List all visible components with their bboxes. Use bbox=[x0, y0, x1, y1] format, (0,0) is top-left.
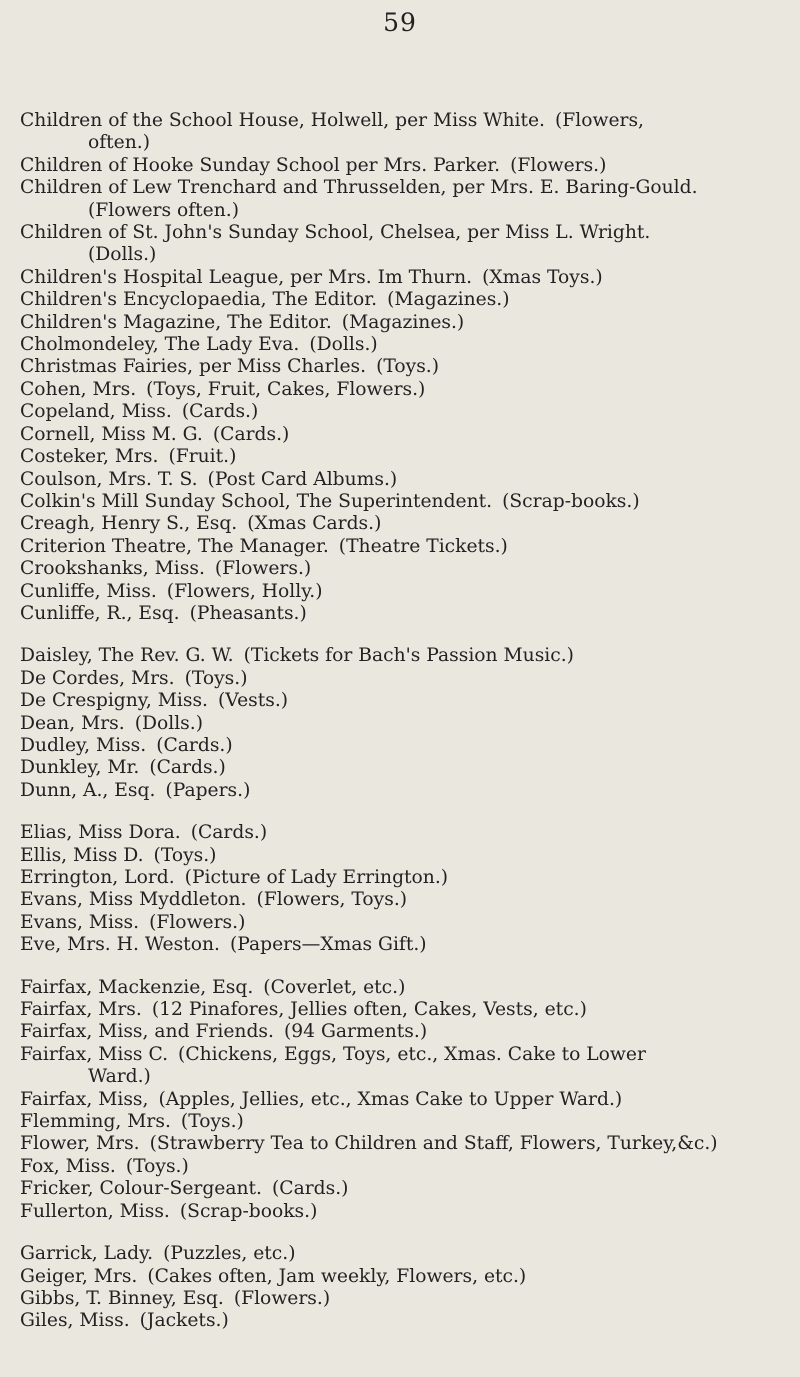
donor-name: Evans, Miss. bbox=[20, 911, 140, 933]
donor-name: Geiger, Mrs. bbox=[20, 1265, 138, 1287]
donor-name: Fox, Miss. bbox=[20, 1155, 116, 1177]
donation-description: (Coverlet, etc.) bbox=[263, 976, 406, 998]
donor-name: Creagh, Henry S., Esq. bbox=[20, 513, 238, 535]
donor-entry bbox=[20, 603, 790, 625]
donation-description: (Flowers.) bbox=[214, 558, 312, 580]
donor-entry bbox=[20, 780, 790, 802]
donor-name: Cunliffe, Miss. bbox=[20, 580, 157, 602]
donation-description: (Toys, Fruit, Cakes, Flowers.) bbox=[146, 378, 426, 400]
donor-entry bbox=[20, 536, 790, 558]
donor-name: Fairfax, Mackenzie, Esq. bbox=[20, 976, 254, 998]
donor-entry bbox=[20, 222, 790, 244]
donor-entry bbox=[20, 1266, 790, 1288]
donor-name: Cornell, Miss M. G. bbox=[20, 423, 203, 445]
donor-entry bbox=[20, 645, 790, 667]
donor-entry bbox=[20, 469, 790, 491]
donation-description: (Puzzles, etc.) bbox=[163, 1243, 296, 1265]
donor-entry-continuation bbox=[20, 132, 790, 154]
donor-name: Gibbs, T. Binney, Esq. bbox=[20, 1287, 224, 1309]
donation-description: (Cards.) bbox=[190, 822, 268, 844]
donor-entry bbox=[20, 312, 790, 334]
donor-entry bbox=[20, 267, 790, 289]
donor-list bbox=[20, 110, 790, 1353]
donor-entry bbox=[20, 155, 790, 177]
donor-entry-continuation bbox=[20, 1066, 790, 1088]
donor-name: Daisley, The Rev. G. W. bbox=[20, 645, 234, 667]
donor-entry bbox=[20, 735, 790, 757]
donor-name: Children's Hospital League, per Mrs. Im Thurn. bbox=[20, 266, 473, 288]
donor-name: Fairfax, Miss, bbox=[20, 1088, 149, 1110]
donor-entry bbox=[20, 1133, 790, 1155]
donation-description: (Dolls.) bbox=[309, 334, 378, 356]
donor-name: Children of Hooke Sunday School per Mrs. Parker. bbox=[20, 154, 501, 176]
donor-entry bbox=[20, 558, 790, 580]
donation-description-continued: often.) bbox=[88, 132, 151, 154]
donor-entry bbox=[20, 757, 790, 779]
donor-entry bbox=[20, 289, 790, 311]
donor-entry bbox=[20, 999, 790, 1021]
donor-name: Dunkley, Mr. bbox=[20, 757, 140, 779]
donor-entry bbox=[20, 867, 790, 889]
donation-description: (Picture of Lady Errington.) bbox=[184, 867, 449, 888]
donor-entry bbox=[20, 110, 790, 132]
donor-entry bbox=[20, 934, 790, 956]
donation-description-continued: Ward.) bbox=[88, 1066, 151, 1088]
donation-description: (Toys.) bbox=[180, 1111, 244, 1133]
donation-description: (Toys.) bbox=[376, 356, 440, 378]
donor-name: Fricker, Colour-Sergeant. bbox=[20, 1178, 262, 1200]
donor-entry bbox=[20, 177, 790, 199]
donor-entry bbox=[20, 1156, 790, 1178]
donor-entry bbox=[20, 446, 790, 468]
donor-entry bbox=[20, 1310, 790, 1332]
donor-name: Cohen, Mrs. bbox=[20, 378, 137, 400]
donor-entry bbox=[20, 379, 790, 401]
donation-description: (Toys.) bbox=[153, 844, 217, 866]
donor-name: Fairfax, Mrs. bbox=[20, 999, 142, 1021]
donation-description: (Scrap-books.) bbox=[502, 490, 640, 512]
donation-description: (Cakes often, Jam weekly, Flowers, etc.) bbox=[147, 1265, 527, 1287]
donor-name: Criterion Theatre, The Manager. bbox=[20, 535, 329, 557]
donor-entry bbox=[20, 491, 790, 513]
donor-group-d bbox=[20, 645, 790, 802]
donor-name: Flemming, Mrs. bbox=[20, 1111, 171, 1133]
donor-name: Eve, Mrs. H. Weston. bbox=[20, 934, 220, 956]
donor-entry-continuation bbox=[20, 200, 790, 222]
donation-description: (Cards.) bbox=[156, 734, 233, 756]
donation-description: (Tickets for Bach's Passion Music.) bbox=[243, 645, 574, 667]
donation-description: (Chickens, Eggs, Toys, etc., Xmas. Cake to Lower bbox=[178, 1043, 646, 1065]
donor-name: Flower, Mrs. bbox=[20, 1133, 140, 1155]
donor-entry bbox=[20, 1178, 790, 1200]
donor-entry bbox=[20, 1111, 790, 1133]
donor-name: Evans, Miss Myddleton. bbox=[20, 889, 247, 911]
donation-description: (Flowers.) bbox=[233, 1287, 331, 1309]
donor-name: Cholmondeley, The Lady Eva. bbox=[20, 334, 300, 356]
donation-description: (Pheasants.) bbox=[189, 602, 307, 624]
donation-description: (Scrap-books.) bbox=[179, 1200, 318, 1222]
donor-entry-continuation bbox=[20, 244, 790, 266]
donor-name: Dudley, Miss. bbox=[20, 734, 147, 756]
donor-name: Fullerton, Miss. bbox=[20, 1200, 170, 1222]
donation-description: (Xmas Cards.) bbox=[247, 513, 382, 535]
donation-description: (Cards.) bbox=[272, 1178, 349, 1200]
donor-name: Errington, Lord. bbox=[20, 867, 175, 888]
donor-entry bbox=[20, 401, 790, 423]
donation-description: (Xmas Toys.) bbox=[482, 266, 603, 288]
donor-name: Children's Magazine, The Editor. bbox=[20, 311, 332, 333]
donation-description: (Post Card Albums.) bbox=[207, 468, 398, 490]
donation-description: (Cards.) bbox=[149, 757, 226, 779]
donor-entry bbox=[20, 356, 790, 378]
donor-name: Children of Lew Trenchard and Thrusselden, per Mrs. E. Baring-Gould. bbox=[20, 177, 698, 199]
donor-entry bbox=[20, 690, 790, 712]
donation-description: (Cards.) bbox=[181, 401, 259, 423]
donor-entry bbox=[20, 424, 790, 446]
donor-name: Colkin's Mill Sunday School, The Superintendent. bbox=[20, 490, 493, 512]
donor-name: Giles, Miss. bbox=[20, 1310, 130, 1332]
donation-description: (Papers—Xmas Gift.) bbox=[229, 934, 427, 956]
donation-description: (Toys.) bbox=[125, 1155, 189, 1177]
donor-name: Elias, Miss Dora. bbox=[20, 822, 181, 844]
donation-description: (Apples, Jellies, etc., Xmas Cake to Upper Ward.) bbox=[158, 1088, 623, 1110]
donor-group-g bbox=[20, 1243, 790, 1333]
donor-name: Crookshanks, Miss. bbox=[20, 558, 205, 580]
donor-entry bbox=[20, 713, 790, 735]
donor-name: Dunn, A., Esq. bbox=[20, 779, 156, 801]
donation-description: (Flowers.) bbox=[149, 911, 246, 933]
donor-name: Fairfax, Miss C. bbox=[20, 1043, 169, 1065]
donor-name: Fairfax, Miss, and Friends. bbox=[20, 1021, 274, 1043]
donor-entry bbox=[20, 822, 790, 844]
donation-description: (Papers.) bbox=[165, 779, 251, 801]
donor-name: Dean, Mrs. bbox=[20, 712, 125, 734]
donor-name: Children's Encyclopaedia, The Editor. bbox=[20, 289, 378, 311]
donor-name: Christmas Fairies, per Miss Charles. bbox=[20, 356, 367, 378]
donation-description: (Magazines.) bbox=[341, 311, 465, 333]
donation-description: (Strawberry Tea to Children and Staff, Flowers, Turkey,&c.) bbox=[149, 1133, 718, 1155]
donor-entry bbox=[20, 1201, 790, 1223]
donor-entry bbox=[20, 1021, 790, 1043]
donor-name: Cunliffe, R., Esq. bbox=[20, 602, 180, 624]
donation-description: (Dolls.) bbox=[134, 712, 204, 734]
donor-name: Coulson, Mrs. T. S. bbox=[20, 468, 198, 490]
donation-description: (Toys.) bbox=[184, 667, 248, 689]
donation-description: (Jackets.) bbox=[139, 1310, 229, 1332]
donor-name: Copeland, Miss. bbox=[20, 401, 172, 423]
donation-description: (Flowers, bbox=[554, 110, 644, 131]
donor-entry bbox=[20, 1089, 790, 1111]
donor-name: De Cordes, Mrs. bbox=[20, 667, 175, 689]
donor-entry bbox=[20, 334, 790, 356]
donor-name: Children of the School House, Holwell, per Miss White. bbox=[20, 110, 545, 131]
donor-entry bbox=[20, 1044, 790, 1066]
donation-description: (Flowers, Toys.) bbox=[256, 889, 408, 911]
donor-entry bbox=[20, 513, 790, 535]
donor-entry bbox=[20, 1288, 790, 1310]
donor-name: Children of St. John's Sunday School, Chelsea, per Miss L. Wright. bbox=[20, 222, 651, 244]
donor-entry bbox=[20, 889, 790, 911]
donor-entry bbox=[20, 581, 790, 603]
donation-description: (Flowers.) bbox=[510, 154, 607, 176]
page-number: 59 bbox=[383, 8, 417, 37]
donation-description: (Fruit.) bbox=[168, 446, 237, 468]
donation-description: (Vests.) bbox=[218, 690, 289, 712]
donation-description: (Theatre Tickets.) bbox=[338, 535, 508, 557]
donation-description: (Flowers, Holly.) bbox=[166, 580, 323, 602]
donor-name: De Crespigny, Miss. bbox=[20, 690, 208, 712]
donor-group-c bbox=[20, 110, 790, 625]
donor-entry bbox=[20, 1243, 790, 1265]
donation-description: (12 Pinafores, Jellies often, Cakes, Vests, etc.) bbox=[151, 999, 587, 1021]
donor-entry bbox=[20, 668, 790, 690]
donor-name: Garrick, Lady. bbox=[20, 1243, 154, 1265]
donation-description: (94 Garments.) bbox=[283, 1021, 428, 1043]
donor-name: Ellis, Miss D. bbox=[20, 844, 144, 866]
donation-description: (Magazines.) bbox=[387, 289, 510, 311]
donation-description-continued: (Flowers often.) bbox=[88, 199, 240, 221]
donor-name: Costeker, Mrs. bbox=[20, 446, 159, 468]
donor-entry bbox=[20, 977, 790, 999]
donor-entry bbox=[20, 845, 790, 867]
donor-entry bbox=[20, 912, 790, 934]
donor-group-e bbox=[20, 822, 790, 956]
donation-description-continued: (Dolls.) bbox=[88, 244, 157, 266]
donation-description: (Cards.) bbox=[212, 423, 290, 445]
donor-group-f bbox=[20, 977, 790, 1223]
